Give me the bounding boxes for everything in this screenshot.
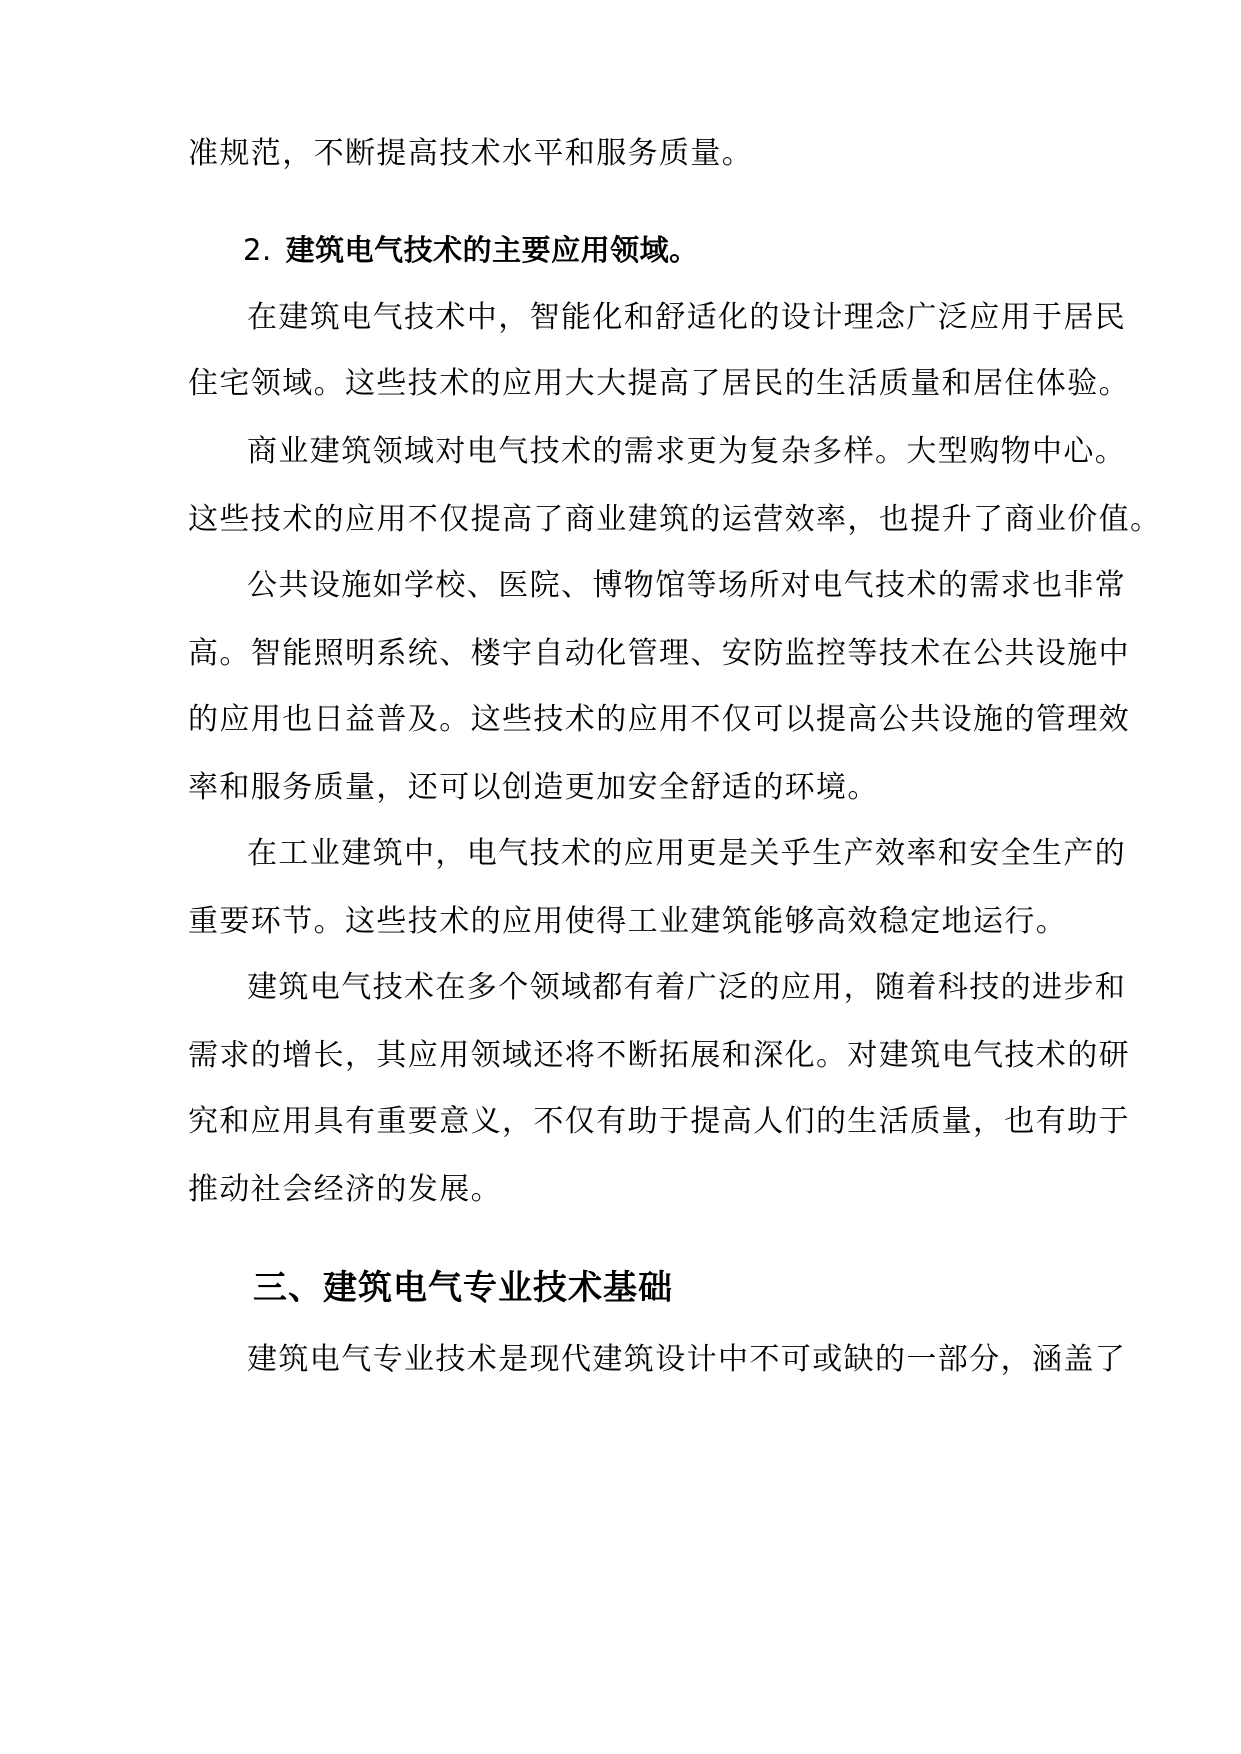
paragraph-line: 建筑电气专业技术是现代建筑设计中不可或缺的一部分，涵盖了 (247, 1342, 1127, 1377)
paragraph-line: 商业建筑领域对电气技术的需求更为复杂多样。大型购物中心。 (247, 434, 1127, 469)
paragraph-line: 率和服务质量，还可以创造更加安全舒适的环境。 (188, 770, 879, 805)
paragraph-line: 公共设施如学校、医院、博物馆等场所对电气技术的需求也非常 (247, 568, 1127, 603)
paragraph-line: 推动社会经济的发展。 (188, 1172, 502, 1207)
paragraph-line: 重要环节。这些技术的应用使得工业建筑能够高效稳定地运行。 (188, 904, 1068, 939)
paragraph-line: 在建筑电气技术中，智能化和舒适化的设计理念广泛应用于居民 (247, 300, 1127, 335)
paragraph-line: 建筑电气技术在多个领域都有着广泛的应用，随着科技的进步和 (247, 970, 1127, 1005)
section-heading (243, 230, 699, 270)
paragraph-line: 这些技术的应用不仅提高了商业建筑的运营效率，也提升了商业价值。 (188, 502, 1162, 537)
paragraph-line: 准规范，不断提高技术水平和服务质量。 (188, 136, 754, 171)
section-number: 2. (243, 233, 272, 267)
section-title: 建筑电气技术的主要应用领域。 (285, 233, 699, 267)
paragraph-line: 住宅领域。这些技术的应用大大提高了居民的生活质量和居住体验。 (188, 366, 1130, 401)
chapter-heading: 三、建筑电气专业技术基础 (253, 1268, 673, 1308)
paragraph-line: 需求的增长，其应用领域还将不断拓展和深化。对建筑电气技术的研 (188, 1038, 1130, 1073)
paragraph-line: 究和应用具有重要意义，不仅有助于提高人们的生活质量，也有助于 (188, 1104, 1130, 1139)
paragraph-line: 高。智能照明系统、楼宇自动化管理、安防监控等技术在公共设施中 (188, 636, 1130, 671)
paragraph-line: 的应用也日益普及。这些技术的应用不仅可以提高公共设施的管理效 (188, 702, 1130, 737)
paragraph-line: 在工业建筑中，电气技术的应用更是关乎生产效率和安全生产的 (247, 836, 1127, 871)
